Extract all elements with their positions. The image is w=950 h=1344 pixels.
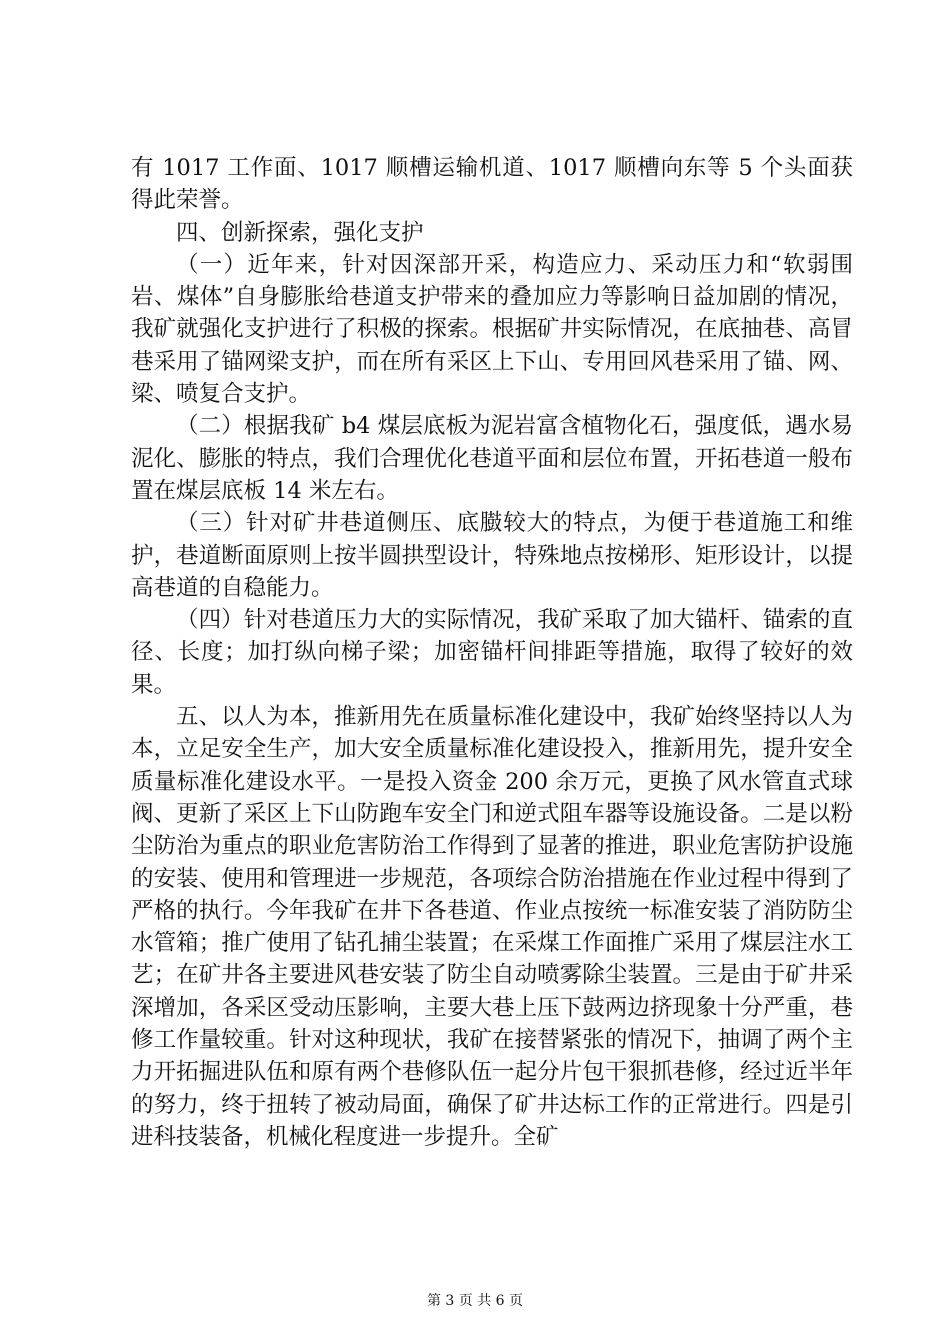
page-footer: 第 3 页 共 6 页 — [426, 1293, 524, 1309]
paragraph-item-3: （三）针对矿井巷道侧压、底臌较大的特点，为便于巷道施工和维护，巷道断面原则上按半圆拱型设计，特殊地点按梯形、矩形设计，以提高巷道的自稳能力。 — [131, 510, 853, 601]
paragraph-item-2: （二）根据我矿 b4 煤层底板为泥岩富含植物化石，强度低，遇水易泥化、膨胀的特点，我们合理优化巷道平面和层位布置，开拓巷道一般布置在煤层底板 14 米左右。 — [131, 413, 853, 504]
document-body — [131, 152, 853, 1153]
paragraph-continuation: 有 1017 工作面、1017 顺槽运输机道、1017 顺槽向东等 5 个头面获得此荣誉。 — [131, 155, 853, 214]
section-5-paragraph: 五、以人为本，推新用先在质量标准化建设中，我矿始终坚持以人为本，立足安全生产，加大安全质量标准化建设投入，推新用先，提升安全质量标准化建设水平。一是投入资金 200 余万元，更换了风水管直式球阀、更新了采区上下山防跑车安全门和逆式阻车器等设施设备。二是以粉尘防治为重点的职业危害防治工作得到了显著的推进，职业危害防护设施的安装、使用和管理进一步规范，各项综合防治措施在作业过程中得到了严格的执行。今年我矿在井下各巷道、作业点按统一标准安装了消防防尘水管箱；推广使用了钻孔捕尘装置；在采煤工作面推广采用了煤层注水工艺；在矿井各主要进风巷安装了防尘自动喷雾除尘装置。三是由于矿井采深增加，各采区受动压影响，主要大巷上压下鼓两边挤现象十分严重，巷修工作量较重。针对这种现状，我矿在接替紧张的情况下，抽调了两个主力开拓掘进队伍和原有两个巷修队伍一起分片包干狠抓巷修，经过近半年的努力，终于扭转了被动局面，确保了矿井达标工作的正常进行。四是引进科技装备，机械化程度进一步提升。全矿 — [131, 704, 853, 1150]
paragraph-item-4: （四）针对巷道压力大的实际情况，我矿采取了加大锚杆、锚索的直径、长度；加打纵向梯子梁；加密锚杆间排距等措施，取得了较好的效果。 — [131, 607, 853, 698]
paragraph-item-1: （一）近年来，针对因深部开采，构造应力、采动压力和“软弱围岩、煤体”自身膨胀给巷道支护带来的叠加应力等影响日益加剧的情况，我矿就强化支护进行了积极的探索。根据矿井实际情况，在底抽巷、高冒巷采用了锚网梁支护，而在所有采区上下山、专用回风巷采用了锚、网、梁、喷复合支护。 — [131, 251, 853, 408]
section-heading-4: 四、创新探索，强化支护 — [176, 219, 424, 246]
